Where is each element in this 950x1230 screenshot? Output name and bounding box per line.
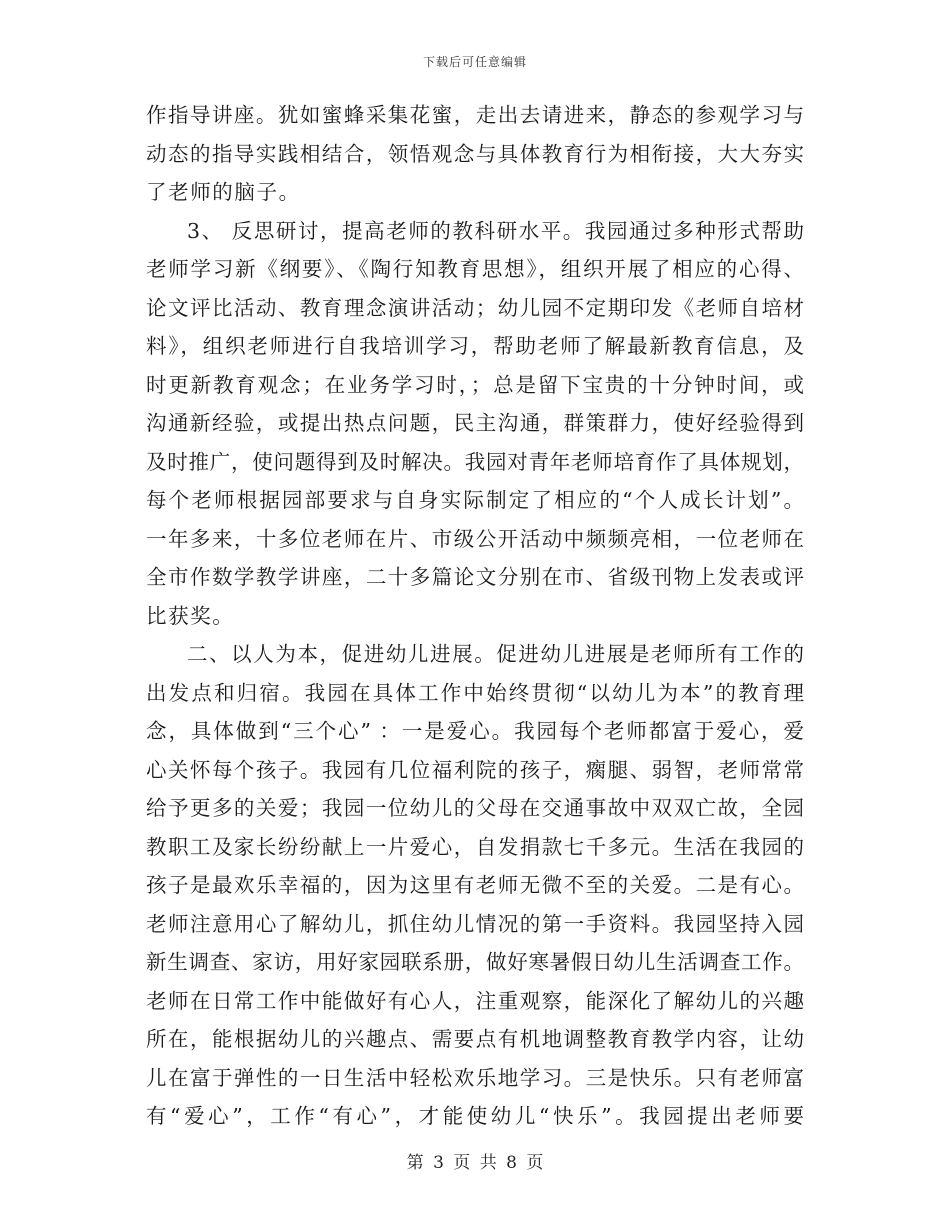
page-footer <box>0 1148 950 1173</box>
text-line: 论文评比活动、教育理念演讲活动；幼儿园不定期印发《老师自培材 <box>146 295 804 320</box>
text-line: 老师在日常工作中能做好有心人，注重观察，能深化了解幼儿的兴趣 <box>146 988 804 1013</box>
text-line: 比获奖。 <box>146 603 235 628</box>
text-line: 老师注意用心了解幼儿，抓住幼儿情况的第一手资料。我园坚持入园 <box>146 911 804 936</box>
text-line: 老师学习新《纲要》、《陶行知教育思想》，组织开展了相应的心得、 <box>146 257 804 281</box>
text-line: 了老师的脑子。 <box>146 180 301 204</box>
page-prefix: 第 <box>406 1153 424 1173</box>
text-line: 出发点和归宿。我园在具体工作中始终贯彻“以幼儿为本”的教育理 <box>146 680 804 705</box>
page-header: 下载后可任意编辑 <box>422 55 527 69</box>
text-line: 料》，组织老师进行自我培训学习，帮助老师了解最新教育信息，及 <box>146 334 804 358</box>
text-line: 时更新教育观念；在业务学习时，；总是留下宝贵的十分钟时间，或 <box>146 372 804 397</box>
total-unit: 页 <box>526 1153 544 1173</box>
text-line: 念，具体做到“三个心” ：一是爱心。我园每个老师都富于爱心，爱 <box>146 719 804 743</box>
page-unit: 页 <box>453 1153 471 1173</box>
text-line: 每个老师根据园部要求与自身实际制定了相应的“个人成长计划”。 <box>146 488 804 512</box>
text-line: 沟通新经验，或提出热点问题，民主沟通，群策群力，使好经验得到 <box>146 411 804 435</box>
page-number: 3 <box>433 1153 444 1173</box>
text-line: 给予更多的关爱；我园一位幼儿的父母在交通事故中双双亡故，全园 <box>146 796 804 820</box>
text-line: 所在，能根据幼儿的兴趣点、需要点有机地调整教育教学内容，让幼 <box>146 1027 804 1051</box>
text-line: 动态的指导实践相结合，领悟观念与具体教育行为相衔接，大大夯实 <box>146 141 804 166</box>
text-line: 教职工及家长纷纷献上一片爱心，自发捐款七千多元。生活在我园的 <box>146 834 804 859</box>
text-line: 3、 反思研讨，提高老师的教科研水平。我园通过多种形式帮助 <box>187 218 804 243</box>
text-line: 心关怀每个孩子。我园有几位福利院的孩子，瘸腿、弱智，老师常常 <box>146 757 804 782</box>
text-line: 作指导讲座。犹如蜜蜂采集花蜜，走出去请进来，静态的参观学习与 <box>146 103 804 127</box>
total-prefix: 共 <box>479 1153 497 1173</box>
text-line: 全市作数学教学讲座，二十多篇论文分别在市、省级刊物上发表或评 <box>146 565 804 589</box>
body-text <box>146 96 804 1136</box>
text-line: 孩子是最欢乐幸福的，因为这里有老师无微不至的关爱。二是有心。 <box>146 873 804 897</box>
text-line: 一年多来，十多位老师在片、市级公开活动中频频亮相，一位老师在 <box>146 526 804 551</box>
text-line: 儿在富于弹性的一日生活中轻松欢乐地学习。三是快乐。只有老师富 <box>146 1065 804 1090</box>
total-pages: 8 <box>506 1153 517 1173</box>
text-line: 新生调查、家访，用好家园联系册，做好寒暑假日幼儿生活调查工作。 <box>146 950 804 974</box>
text-line: 有“爱心”，工作“有心”，才能使幼儿“快乐”。我园提出老师要 <box>146 1104 804 1128</box>
text-line: 及时推广，使问题得到及时解决。我园对青年老师培育作了具体规划， <box>146 449 804 474</box>
text-line: 二、以人为本，促进幼儿进展。促进幼儿进展是老师所有工作的 <box>187 642 804 666</box>
